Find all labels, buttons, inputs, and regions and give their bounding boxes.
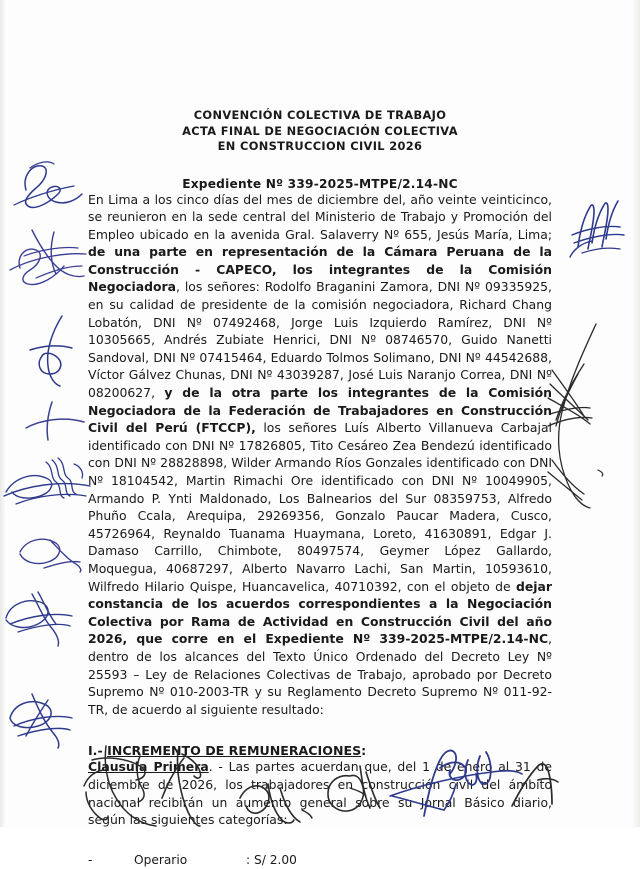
signature-left-5	[2, 452, 94, 516]
scan-edge-right	[632, 0, 640, 827]
clausula-primera-paragraph	[88, 758, 552, 828]
section-colon: :	[361, 743, 367, 759]
signature-left-8	[4, 690, 76, 752]
intro-bold-ftccp: y de la otra parte los integrantes de la Comisión Negociadora de la Federación de Trabajadores en Construcción Civil del Perú (FTCCP),	[88, 385, 552, 436]
intro-text-part-2: , los señores: Rodolfo Braganini Zamora, DNI Nº 09335925, en su calidad de presidente de la comisión negociadora, Richard Chang Lobatón, DNI Nº 07492468, Jorge Luis Izquierdo Ramírez, DNI Nº 10305665, Andrés Zubiate Henrici, DNI Nº 08746570, Guido Nanetti Sandoval, DNI Nº 07415464, Eduardo Tolmos Solimano, DNI Nº 44542688, Víctor Gálvez Chunas, DNI Nº 43039287, José Luis Naranjo Correa, DNI Nº 08200627,	[88, 279, 552, 401]
category-row-operario	[88, 851, 552, 869]
clausula-primera-label: Clausula Primera	[88, 759, 209, 775]
title-line-3: EN CONSTRUCCION CIVIL 2026	[217, 139, 423, 153]
category-value: : S/ 2.00	[246, 852, 297, 867]
signature-right-2	[548, 320, 640, 510]
signature-left-7	[2, 588, 76, 650]
clausula-primera-text: . - Las partes acuerdan que, del 1 de enero al 31 de diciembre de 2026, los trabajadores en construcción civil del ámbito nacional recibirán un aumento general sobre su Jornal Básico diario, según las siguientes categorías:	[88, 759, 552, 828]
category-dash: -	[88, 852, 93, 867]
document-content	[88, 0, 552, 869]
category-name: Operario	[134, 852, 188, 867]
scan-edge-left	[0, 0, 6, 827]
section-numeral: I.-	[88, 743, 108, 759]
signature-left-4	[24, 398, 88, 442]
signature-left-1	[8, 150, 88, 220]
signature-left-6	[14, 530, 84, 578]
section-heading-incremento	[88, 743, 552, 758]
title-line-2: ACTA FINAL DE NEGOCIACIÓN COLECTIVA	[182, 123, 458, 138]
signature-right-1	[568, 195, 640, 265]
signature-left-2	[6, 222, 92, 294]
intro-paragraph	[88, 191, 552, 719]
intro-text-part-1: En Lima a los cinco días del mes de diciembre del, año veinte veinticinco, se reunieron en la sede central del Ministerio de Trabajo y Promoción del Empleo ubicado en la avenida Gral. Salaverry Nº 655, Jesús María, Lima;	[88, 191, 552, 242]
title-line-1: CONVENCIÓN COLECTIVA DE TRABAJO	[193, 108, 447, 122]
category-list	[88, 851, 552, 869]
intro-bold-capeco: de una parte en representación de la Cámara Peruana de la Construcción - CAPECO, los integrantes de la Comisión Negociadora	[88, 244, 552, 295]
section-label: INCREMENTO DE REMUNERACIONES	[107, 743, 362, 759]
intro-bold-objeto: dejar constancia de los acuerdos correspondientes a la Negociación Colectiva por Rama de Actividad en Construcción Civil del año 2026, que corre en el Expediente Nº 339-2025-MTPE/2.14-NC	[88, 578, 552, 647]
intro-text-part-4: , dentro de los alcances del Texto Único Ordenado del Decreto Ley Nº 25593 – Ley de Relaciones Colectivas de Trabajo, aprobado por Decreto Supremo Nº 010-2003-TR y su Reglamento Decreto Supremo Nº 011-92-TR, de acuerdo al siguiente resultado:	[88, 631, 552, 717]
expediente-number: Expediente Nº 339-2025-MTPE/2.14-NC	[182, 176, 458, 191]
signature-left-3	[22, 312, 86, 388]
intro-text-part-3: los señores Luís Alberto Villanueva Carbajal identificado con DNI Nº 17826805, Tito Cesáreo Zea Bendezú identificado con DNI Nº 28828898, Wilder Armando Ríos Gonzales identificado con DNI Nº 18104542, Martin Rimachi Ore identificado con DNI Nº 10049905, Armando P. Ynti Maldonado, Los Balnearios del Sur 08359753, Alfredo Phuño Ccala, Arequipa, 29269356, Gonzalo Paucar Madera, Cusco, 45726964, Reynaldo Tuanama Huaymana, Loreto, 41630891, Edgar J. Damaso Carrillo, Chimbote, 80497574, Geymer López Gallardo, Moquegua, 40687297, Alberto Navarro Lachi, San Martin, 10593610, Wilfredo Hilario Quispe, Huancavelica, 40710392, con el objeto de	[88, 420, 552, 594]
document-title-block	[88, 0, 552, 155]
